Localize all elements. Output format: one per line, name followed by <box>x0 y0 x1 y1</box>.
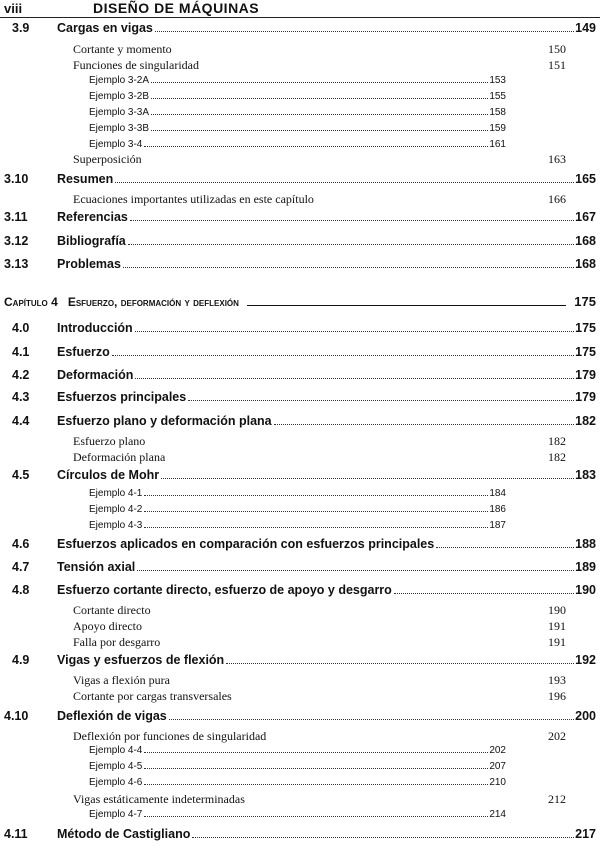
page-number: viii <box>4 1 23 16</box>
section-entry <box>57 234 596 248</box>
dot-leader <box>130 220 574 221</box>
dot-leader <box>135 378 574 379</box>
toc-section-4-3 <box>0 390 600 406</box>
dot-leader <box>144 816 488 817</box>
section-title: Círculos de Mohr <box>57 468 160 482</box>
example-entry <box>89 75 506 86</box>
toc-subentry <box>0 152 600 168</box>
example-title: Ejemplo 4-5 <box>89 761 143 772</box>
subentry-title: Superposición <box>73 152 142 166</box>
dot-leader <box>155 31 574 32</box>
chapter-heading <box>4 295 239 309</box>
section-title: Esfuerzo <box>57 345 110 359</box>
example-title: Ejemplo 3-4 <box>89 139 143 150</box>
toc-section-3-11 <box>0 210 600 226</box>
section-entry <box>57 321 596 335</box>
toc-subentry <box>0 42 600 58</box>
section-entry <box>57 560 596 574</box>
toc-section-4-5 <box>0 468 600 484</box>
section-title: Método de Castigliano <box>57 827 191 841</box>
subentry-title: Cortante y momento <box>73 42 172 56</box>
page-ref: 179 <box>575 368 596 382</box>
section-title: Esfuerzos principales <box>57 390 187 404</box>
toc-subentry <box>0 603 600 619</box>
page-ref: 212 <box>548 792 566 806</box>
book-title: DISEÑO DE MÁQUINAS <box>93 0 260 16</box>
section-number: 3.13 <box>4 257 29 271</box>
toc-subentry <box>0 792 600 808</box>
toc-example <box>0 777 600 793</box>
section-entry <box>57 468 596 482</box>
page-ref: 196 <box>548 689 566 703</box>
section-number: 3.11 <box>4 210 28 224</box>
example-entry <box>89 139 506 150</box>
example-entry <box>89 745 506 756</box>
dot-leader <box>436 547 574 548</box>
section-number: 4.6 <box>12 537 30 551</box>
section-title: Introducción <box>57 321 133 335</box>
section-entry <box>57 368 596 382</box>
dot-leader <box>115 182 574 183</box>
toc-example <box>0 488 600 504</box>
dot-leader <box>135 331 574 332</box>
dot-leader <box>112 355 574 356</box>
dot-leader <box>128 244 574 245</box>
toc-section-4-4 <box>0 414 600 430</box>
example-title: Ejemplo 3-3A <box>89 107 150 118</box>
section-title: Problemas <box>57 257 121 271</box>
dot-leader <box>192 837 574 838</box>
section-title: Esfuerzos aplicados en comparación con esfuerzos principales <box>57 537 435 551</box>
example-entry <box>89 761 506 772</box>
example-title: Ejemplo 4-3 <box>89 520 143 531</box>
page-ref: 217 <box>575 827 596 841</box>
chapter-label: Capítulo 4 <box>4 295 58 309</box>
page-ref: 202 <box>489 745 506 756</box>
section-number: 4.10 <box>4 709 29 723</box>
subentry-title: Cortante directo <box>73 603 151 617</box>
page-ref: 186 <box>489 504 506 515</box>
page-ref: 214 <box>489 809 506 820</box>
toc-subentry <box>0 434 600 450</box>
section-entry <box>57 827 596 841</box>
dot-leader <box>151 114 488 115</box>
header-rule <box>0 17 600 18</box>
example-entry <box>89 504 506 515</box>
dot-leader <box>151 130 488 131</box>
dot-leader <box>144 511 488 512</box>
section-title: Deformación <box>57 368 134 382</box>
toc-subentry <box>0 58 600 74</box>
toc-section-4-10 <box>0 709 600 725</box>
page-ref: 191 <box>548 619 566 633</box>
toc-section-4-9 <box>0 653 600 669</box>
example-entry <box>89 809 506 820</box>
page-ref: 158 <box>489 107 506 118</box>
page-ref: 168 <box>575 257 596 271</box>
subentry-title: Vigas estáticamente indeterminadas <box>73 792 245 806</box>
page-ref: 175 <box>575 345 596 359</box>
page-ref: 183 <box>575 468 596 482</box>
section-number: 4.5 <box>12 468 30 482</box>
page-ref: 193 <box>548 673 566 687</box>
dot-leader <box>144 146 488 147</box>
page-ref: 159 <box>489 123 506 134</box>
toc-example <box>0 520 600 536</box>
subentry-title: Deflexión por funciones de singularidad <box>73 729 267 743</box>
section-entry <box>57 172 596 186</box>
toc-subentry <box>0 673 600 689</box>
section-entry <box>57 210 596 224</box>
page-ref: 165 <box>575 172 596 186</box>
toc-example <box>0 75 600 91</box>
toc-section-3-12 <box>0 234 600 250</box>
toc-section-4-0 <box>0 321 600 337</box>
section-title: Vigas y esfuerzos de flexión <box>57 653 225 667</box>
dot-leader <box>226 663 574 664</box>
section-number: 4.0 <box>12 321 30 335</box>
dot-leader <box>144 752 488 753</box>
example-entry <box>89 123 506 134</box>
dot-leader <box>144 527 488 528</box>
chapter-rule <box>247 305 566 306</box>
toc-subentry <box>0 450 600 466</box>
page-ref: 166 <box>548 192 566 206</box>
page-ref: 182 <box>548 450 566 464</box>
section-number: 4.4 <box>12 414 30 428</box>
section-title: Resumen <box>57 172 114 186</box>
toc-example <box>0 745 600 761</box>
toc-section-3-13 <box>0 257 600 273</box>
toc-subentry <box>0 635 600 651</box>
subentry-title: Falla por desgarro <box>73 635 161 649</box>
example-title: Ejemplo 4-4 <box>89 745 143 756</box>
page-ref: 184 <box>489 488 506 499</box>
dot-leader <box>274 424 575 425</box>
page-ref: 190 <box>548 603 566 617</box>
toc-section-4-11 <box>0 827 600 843</box>
toc-section-4-8 <box>0 583 600 599</box>
section-number: 4.3 <box>12 390 30 404</box>
dot-leader <box>137 570 574 571</box>
section-entry <box>57 537 596 551</box>
section-number: 4.11 <box>4 827 28 841</box>
subentry-title: Ecuaciones importantes utilizadas en este capítulo <box>73 192 314 206</box>
example-title: Ejemplo 4-1 <box>89 488 143 499</box>
toc-section-4-7 <box>0 560 600 576</box>
section-number: 3.10 <box>4 172 29 186</box>
example-title: Ejemplo 3-2B <box>89 91 150 102</box>
section-entry <box>57 653 596 667</box>
section-title: Referencias <box>57 210 128 224</box>
section-number: 4.1 <box>12 345 30 359</box>
subentry-title: Funciones de singularidad <box>73 58 199 72</box>
section-number: 3.9 <box>12 21 30 35</box>
toc-subentry <box>0 619 600 635</box>
section-title: Tensión axial <box>57 560 136 574</box>
toc-subentry <box>0 689 600 705</box>
page-ref: 175 <box>574 294 596 309</box>
dot-leader <box>188 400 574 401</box>
page-ref: 189 <box>575 560 596 574</box>
section-entry <box>57 257 596 271</box>
example-title: Ejemplo 4-2 <box>89 504 143 515</box>
page-ref: 149 <box>575 21 596 35</box>
toc-section-3-10 <box>0 172 600 188</box>
page-ref: 150 <box>548 42 566 56</box>
page-ref: 163 <box>548 152 566 166</box>
dot-leader <box>151 82 488 83</box>
example-title: Ejemplo 4-7 <box>89 809 143 820</box>
chapter-title: Esfuerzo, deformación y deflexión <box>67 295 239 309</box>
section-entry <box>57 414 596 428</box>
section-title: Cargas en vigas <box>57 21 153 35</box>
dot-leader <box>169 719 574 720</box>
dot-leader <box>394 593 574 594</box>
section-entry <box>57 390 596 404</box>
example-entry <box>89 91 506 102</box>
section-title: Esfuerzo cortante directo, esfuerzo de apoyo y desgarro <box>57 583 392 597</box>
page-ref: 168 <box>575 234 596 248</box>
section-title: Bibliografía <box>57 234 126 248</box>
toc-chapter-4 <box>0 294 600 310</box>
example-title: Ejemplo 4-6 <box>89 777 143 788</box>
page-ref: 202 <box>548 729 566 743</box>
example-title: Ejemplo 3-3B <box>89 123 150 134</box>
page-ref: 182 <box>575 414 596 428</box>
section-number: 4.2 <box>12 368 30 382</box>
page-ref: 179 <box>575 390 596 404</box>
page-ref: 207 <box>489 761 506 772</box>
section-title: Deflexión de vigas <box>57 709 167 723</box>
section-title: Esfuerzo plano y deformación plana <box>57 414 272 428</box>
section-entry <box>57 709 596 723</box>
section-entry <box>57 345 596 359</box>
page-ref: 155 <box>489 91 506 102</box>
dot-leader <box>151 98 488 99</box>
page-ref: 151 <box>548 58 566 72</box>
page-ref: 175 <box>575 321 596 335</box>
toc-section-3-9 <box>0 21 600 37</box>
toc-example <box>0 123 600 139</box>
page-ref: 161 <box>489 139 506 150</box>
example-title: Ejemplo 3-2A <box>89 75 150 86</box>
dot-leader <box>144 495 488 496</box>
subentry-title: Vigas a flexión pura <box>73 673 170 687</box>
toc-example <box>0 91 600 107</box>
toc-subentry <box>0 729 600 745</box>
toc-section-4-2 <box>0 368 600 384</box>
example-entry <box>89 777 506 788</box>
toc-example <box>0 107 600 123</box>
subentry-title: Apoyo directo <box>73 619 142 633</box>
toc-example <box>0 809 600 825</box>
page-ref: 182 <box>548 434 566 448</box>
section-number: 4.8 <box>12 583 30 597</box>
toc-subentry <box>0 192 600 208</box>
page-ref: 192 <box>575 653 596 667</box>
toc-section-4-6 <box>0 537 600 553</box>
dot-leader <box>161 478 574 479</box>
section-entry <box>57 583 596 597</box>
toc-example <box>0 761 600 777</box>
subentry-title: Cortante por cargas transversales <box>73 689 232 703</box>
dot-leader <box>144 784 488 785</box>
subentry-title: Deformación plana <box>73 450 166 464</box>
page-ref: 187 <box>489 520 506 531</box>
toc-section-4-1 <box>0 345 600 361</box>
section-entry <box>57 21 596 35</box>
page-ref: 200 <box>575 709 596 723</box>
toc-example <box>0 504 600 520</box>
page-ref: 153 <box>489 75 506 86</box>
running-header <box>0 0 600 18</box>
example-entry <box>89 107 506 118</box>
dot-leader <box>144 768 488 769</box>
example-entry <box>89 488 506 499</box>
page-ref: 190 <box>575 583 596 597</box>
page-ref: 167 <box>575 210 596 224</box>
page-ref: 188 <box>575 537 596 551</box>
dot-leader <box>123 267 574 268</box>
chapter-entry <box>4 294 596 309</box>
page-ref: 210 <box>489 777 506 788</box>
section-number: 4.7 <box>12 560 30 574</box>
page-ref: 191 <box>548 635 566 649</box>
section-number: 3.12 <box>4 234 29 248</box>
section-number: 4.9 <box>12 653 30 667</box>
subentry-title: Esfuerzo plano <box>73 434 146 448</box>
example-entry <box>89 520 506 531</box>
